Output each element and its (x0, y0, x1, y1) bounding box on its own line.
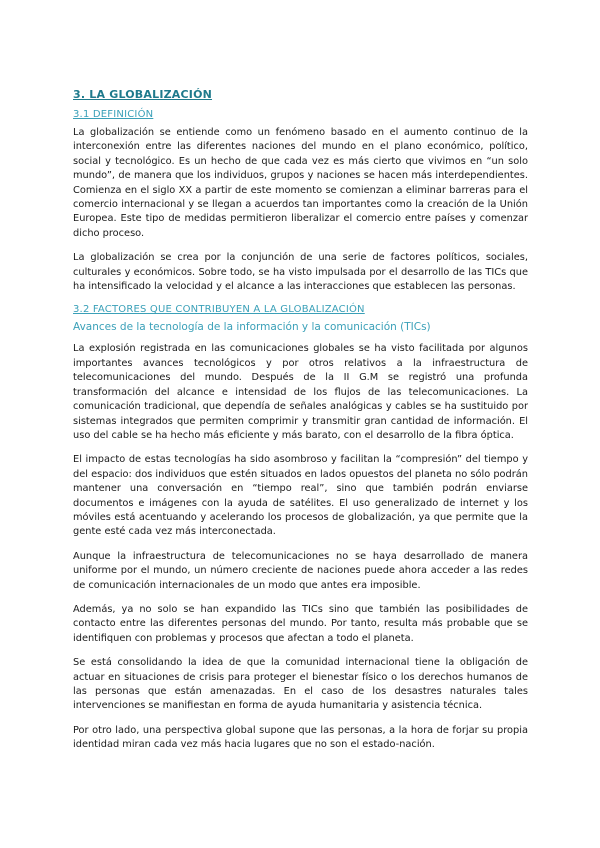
section-definition-title: 3.1 DEFINICIÓN (73, 109, 154, 120)
section-factors-title: 3.2 FACTORES QUE CONTRIBUYEN A LA GLOBALIZACIÓN (73, 304, 365, 316)
paragraph: La globalización se entiende como un fenómeno basado en el aumento continuo de la interconexión entre las diferentes naciones del mundo en el plano económico, político, social y tecnológico. Es un hecho de que cada vez es más cierto que vivimos en “un solo mundo”, de manera que los individuos, grupos y naciones se hacen más interdependientes. Comienza en el siglo XX a partir de este momento se comienzan a eliminar barreras para el comercio internacional y se llegan a acuerdos tan importantes como la creación de la Unión Europea. Este tipo de medidas permitieron liberalizar el comercio entre países y comenzar dicho proceso. (73, 127, 528, 239)
paragraph: Aunque la infraestructura de telecomunicaciones no se haya desarrollado de manera uniforme por el mundo, un número creciente de naciones puede ahora acceder a las redes de comunicación internacionales de un modo que antes era imposible. (73, 550, 528, 591)
document-body (73, 88, 528, 763)
paragraph: El impacto de estas tecnologías ha sido asombroso y facilitan la “compresión” del tiempo y del espacio: dos individuos que estén situados en lados opuestos del planeta no sólo podrán mantener una conversación en “tiempo real”, sino que también podrán enviarse documentos e imágenes con la ayuda de satélites. El uso generalizado de internet y los móviles está acentuando y acelerando los procesos de globalización, ya que permite que la gente esté cada vez más interconectada. (73, 454, 528, 538)
paragraph: La globalización se crea por la conjunción de una serie de factores políticos, sociales, culturales y económicos. Sobre todo, se ha visto impulsada por el desarrollo de las TICs que ha intensificado la velocidad y el alcance a las interacciones que establecen las personas. (73, 252, 528, 293)
chapter-heading: 3. LA GLOBALIZACIÓN (73, 88, 213, 101)
subsection-title: Avances de la tecnología de la información y la comunicación (TICs) (73, 321, 431, 334)
paragraph: Se está consolidando la idea de que la comunidad internacional tiene la obligación de actuar en situaciones de crisis para proteger el bienestar físico o los derechos humanos de las personas que están amenazadas. En el caso de los desastres naturales tales intervenciones se manifiestan en forma de ayuda humanitaria y asistencia técnica. (73, 657, 528, 712)
paragraph: Por otro lado, una perspectiva global supone que las personas, a la hora de forjar su propia identidad miran cada vez más hacia lugares que no son el estado-nación. (73, 724, 528, 751)
paragraph: La explosión registrada en las comunicaciones globales se ha visto facilitada por algunos importantes avances tecnológicos y por otros relativos a la infraestructura de telecomunicaciones del mundo. Después de la II G.M se registró una profunda transformación del alcance e intensidad de los flujos de las telecomunicaciones. La comunicación tradicional, que dependía de señales analógicas y cables se ha sustituido por sistemas integrados que permiten comprimir y transmitir gran cantidad de información. El uso del cable se ha hecho más eficiente y más barato, con el desarrollo de la fibra óptica. (73, 343, 528, 441)
paragraph: Además, ya no solo se han expandido las TICs sino que también las posibilidades de contacto entre las diferentes personas del mundo. Por tanto, resulta más probable que se identifiquen con problemas y procesos que afectan a todo el planeta. (73, 603, 528, 644)
